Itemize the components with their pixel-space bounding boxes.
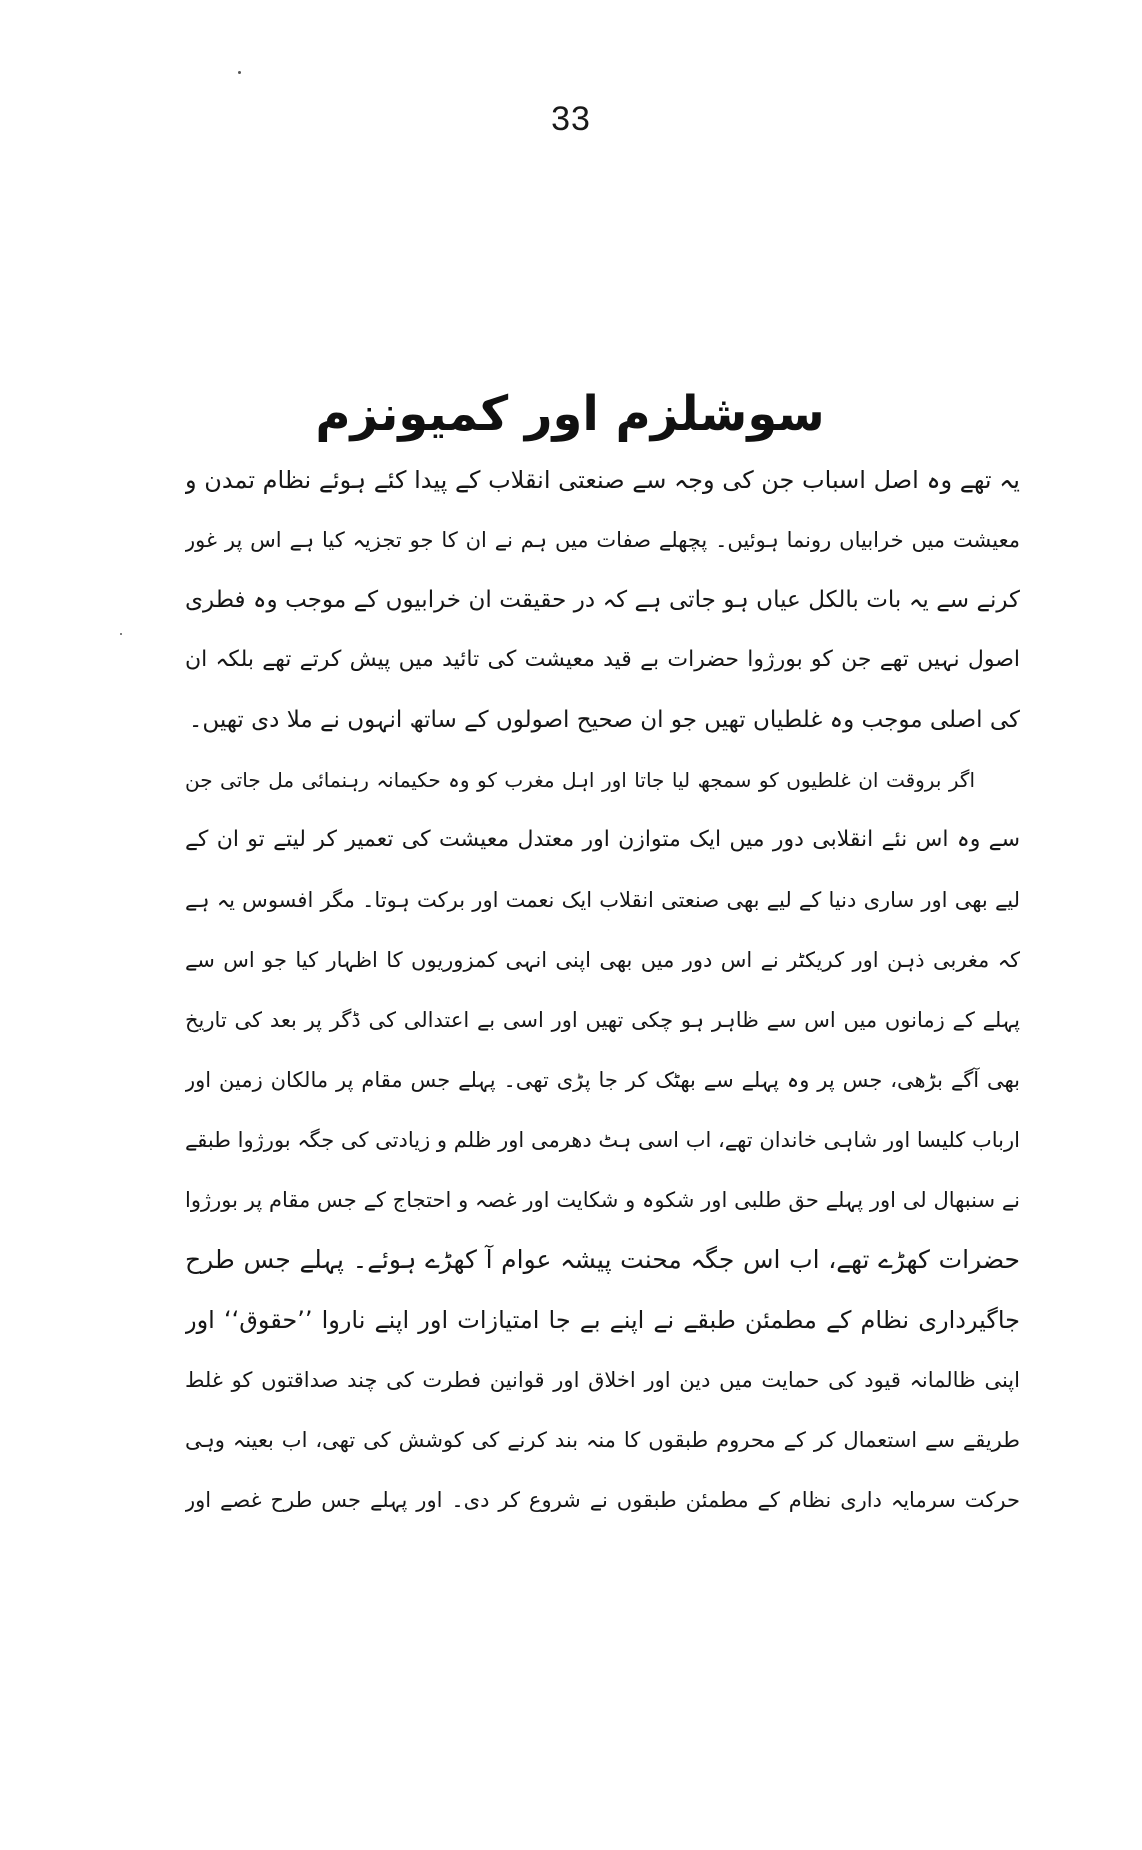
text-line: حرکت سرمایہ داری نظام کے مطمئن طبقوں نے شروع کر دی۔ اور پہلے جس طرح غصے اور xyxy=(185,1488,1020,1512)
text-line: یہ تھے وہ اصل اسباب جن کی وجہ سے صنعتی انقلاب کے پیدا کئے ہوئے نظام تمدن و xyxy=(185,466,1020,494)
text-line: اپنی ظالمانہ قیود کی حمایت میں دین اور اخلاق اور قوانین فطرت کی چند صداقتوں کو غلط xyxy=(185,1368,1020,1392)
scan-speck xyxy=(238,71,241,74)
text-line: کہ مغربی ذہن اور کریکٹر نے اس دور میں بھی اپنی انہی کمزوریوں کا اظہار کیا جو اس سے xyxy=(185,948,1020,972)
scan-speck xyxy=(120,633,122,635)
text-line: کرنے سے یہ بات بالکل عیاں ہو جاتی ہے کہ در حقیقت ان خرابیوں کے موجب وہ فطری xyxy=(185,587,1020,613)
text-line: طریقے سے استعمال کر کے محروم طبقوں کا منہ بند کرنے کی کوشش کی تھی، اب بعینہ وہی xyxy=(185,1428,1020,1452)
text-line: لیے بھی اور ساری دنیا کے لیے بھی صنعتی انقلاب ایک نعمت اور برکت ہوتا۔ مگر افسوس یہ ہے xyxy=(185,888,1020,912)
text-line: بھی آگے بڑھی، جس پر وہ پہلے سے بھٹک کر جا پڑی تھی۔ پہلے جس مقام پر مالکان زمین اور xyxy=(185,1068,1020,1092)
text-line: اصول نہیں تھے جن کو بورژوا حضرات بے قید معیشت کی تائید میں پیش کرتے تھے بلکہ ان xyxy=(185,647,1020,672)
text-line: نے سنبھال لی اور پہلے حق طلبی اور شکوہ و شکایت اور غصہ و احتجاج کے جس مقام پر بورژوا xyxy=(185,1188,1020,1212)
page-number: 33 xyxy=(551,100,591,138)
text-line: سے وہ اس نئے انقلابی دور میں ایک متوازن اور معتدل معیشت کی تعمیر کر لیتے تو ان کے xyxy=(185,827,1020,852)
text-line: ارباب کلیسا اور شاہی خاندان تھے، اب اسی ہٹ دھرمی اور ظلم و زیادتی کی جگہ بورژوا طبقے xyxy=(185,1128,1020,1152)
body-text xyxy=(185,450,1020,1530)
text-line: جاگیرداری نظام کے مطمئن طبقے نے اپنے بے جا امتیازات اور اپنے ناروا ’’حقوق‘‘ اور xyxy=(185,1306,1020,1334)
text-line: معیشت میں خرابیاں رونما ہوئیں۔ پچھلے صفات میں ہم نے ان کا جو تجزیہ کیا ہے اس پر غور xyxy=(185,528,1020,552)
text-line: حضرات کھڑے تھے، اب اس جگہ محنت پیشہ عوام آ کھڑے ہوئے۔ پہلے جس طرح xyxy=(185,1245,1020,1274)
text-line: پہلے کے زمانوں میں اس سے ظاہر ہو چکی تھیں اور اسی بے اعتدالی کی ڈگر پر بعد کی تاریخ xyxy=(185,1008,1020,1032)
chapter-title: سوشلزم اور کمیونزم xyxy=(315,386,825,442)
text-line: اگر بروقت ان غلطیوں کو سمجھ لیا جاتا اور اہل مغرب کو وہ حکیمانہ رہنمائی مل جاتی جن xyxy=(185,768,975,792)
text-line: کی اصلی موجب وہ غلطیاں تھیں جو ان صحیح اصولوں کے ساتھ انہوں نے ملا دی تھیں۔ xyxy=(188,707,1020,733)
